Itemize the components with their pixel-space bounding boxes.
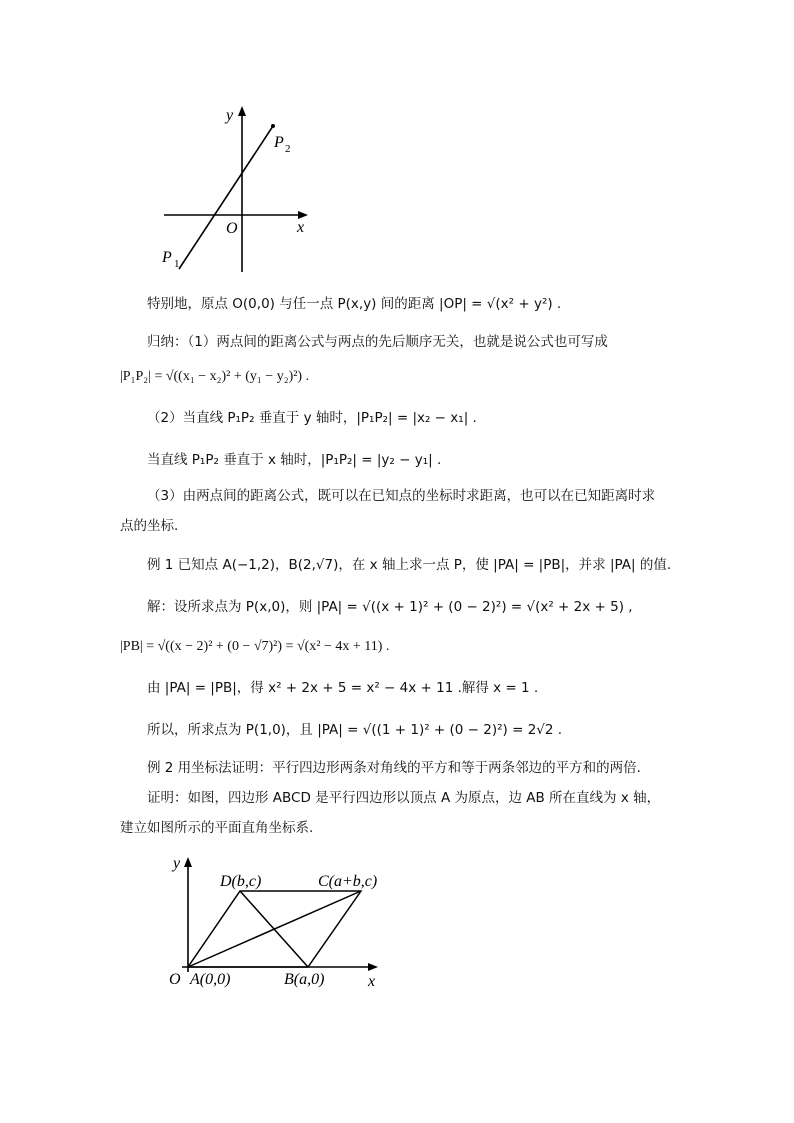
x-axis-arrow	[298, 211, 308, 219]
text-conclusion-1: 所以，所求点为 P(1,0)，且 |PA| = √((1 + 1)² + (0 − 2)²) = 2√2 .	[147, 722, 563, 738]
text-summary-1: 归纳：（1）两点间的距离公式与两点的先后顺序无关，也就是说公式也可写成	[147, 334, 608, 350]
formula-pb: |PB| = √((x − 2)² + (0 − √7)²) = √(x² − 4x + 11) .	[120, 639, 390, 654]
segment-p1-p2	[179, 126, 273, 269]
origin-label: O	[169, 971, 181, 988]
text-summary-3: （3）由两点间的距离公式，既可以在已知点的坐标时求距离，也可以在已知距离时求	[147, 488, 656, 504]
y-axis-arrow	[184, 857, 192, 867]
text-proof-1: 证明：如图，四边形 ABCD 是平行四边形以顶点 A 为原点，边 AB 所在直线为 x 轴，	[147, 790, 661, 806]
x-axis-arrow	[368, 963, 378, 971]
text-summary-3b: 点的坐标.	[120, 518, 179, 534]
y-axis-arrow	[238, 106, 246, 116]
p1-subscript: 1	[174, 258, 180, 270]
figure-parallelogram	[160, 850, 390, 990]
p2-subscript: 2	[285, 143, 291, 155]
y-axis-label: y	[173, 855, 181, 872]
figure-line-p1-p2	[160, 102, 320, 277]
label-b: B(a,0)	[284, 971, 325, 988]
p1-label: P	[162, 249, 172, 266]
text-proof-2: 建立如图所示的平面直角坐标系.	[120, 820, 314, 836]
text-solve-equation: 由 |PA| = |PB|，得 x² + 2x + 5 = x² − 4x + 11 .解得 x = 1 .	[147, 680, 539, 696]
x-axis-label: x	[368, 973, 376, 990]
p2-label: P	[274, 134, 284, 151]
label-d: D(b,c)	[220, 873, 262, 890]
text-origin-distance: 特别地，原点 O(0,0) 与任一点 P(x,y) 间的距离 |OP| = √(x² + y²) .	[147, 296, 562, 312]
label-c: C(a+b,c)	[318, 873, 378, 890]
label-a: A(0,0)	[190, 971, 231, 988]
diagonal-bd	[240, 891, 308, 967]
y-axis-label: y	[226, 107, 234, 124]
text-summary-2b: 当直线 P₁P₂ 垂直于 x 轴时，|P₁P₂| = |y₂ − y₁| .	[147, 452, 442, 468]
point-p2	[271, 124, 275, 128]
text-solution-1: 解：设所求点为 P(x,0)，则 |PA| = √((x + 1)² + (0 − 2)²) = √(x² + 2x + 5) ,	[147, 599, 633, 615]
text-example-1: 例 1 已知点 A(−1,2)，B(2,√7)，在 x 轴上求一点 P，使 |PA| = |PB|，并求 |PA| 的值.	[147, 557, 672, 573]
formula-p1p2: |P₁P₂| = √((x₁ − x₂)² + (y₁ − y₂)²) .	[120, 369, 310, 384]
text-example-2: 例 2 用坐标法证明：平行四边形两条对角线的平方和等于两条邻边的平方和的两倍.	[147, 760, 641, 776]
text-summary-2: （2）当直线 P₁P₂ 垂直于 y 轴时，|P₁P₂| = |x₂ − x₁| .	[147, 410, 477, 426]
origin-label: O	[226, 220, 238, 237]
x-axis-label: x	[297, 219, 305, 236]
